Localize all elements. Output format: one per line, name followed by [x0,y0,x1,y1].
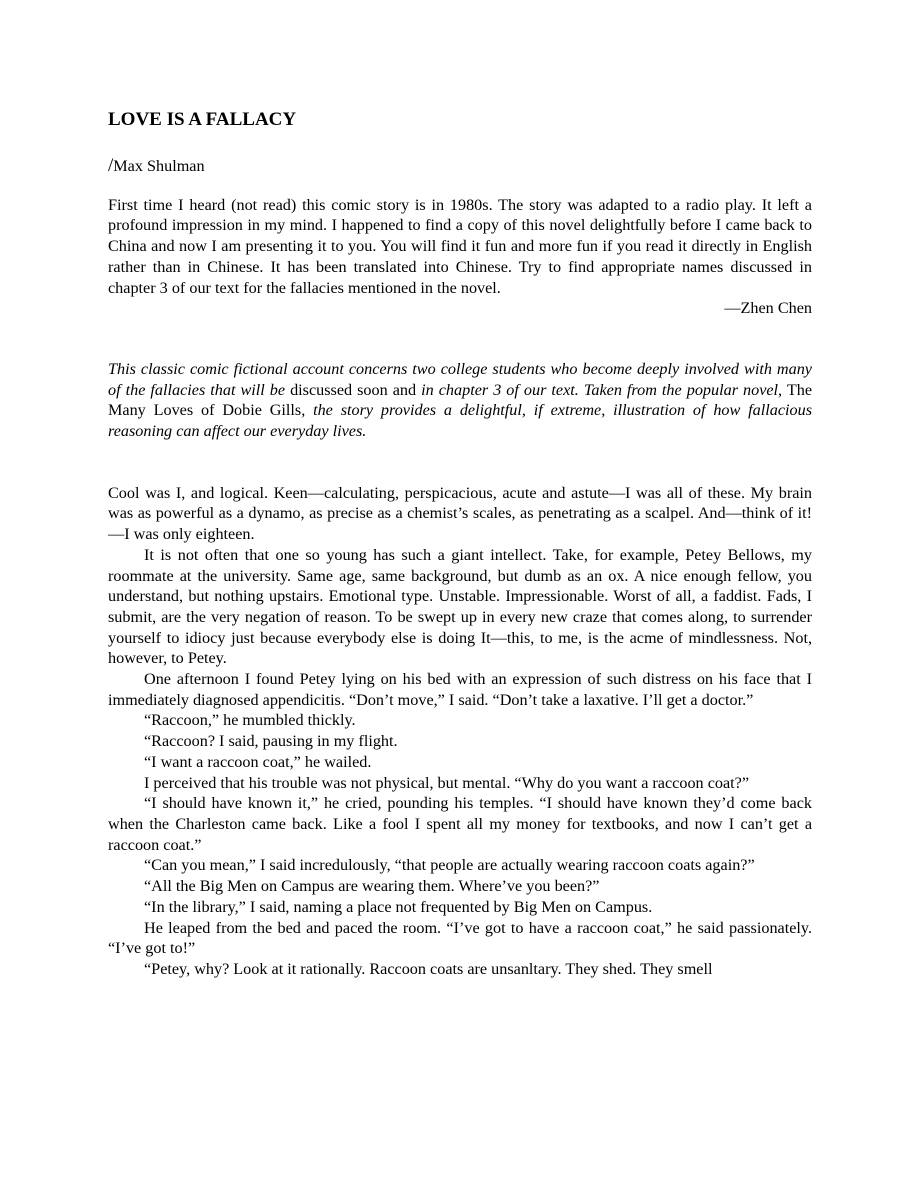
body-paragraph: “I want a raccoon coat,” he wailed. [144,752,372,771]
story-title: LOVE IS A FALLACY [108,109,297,130]
body-paragraph: Cool was I, and logical. Keen—calculating, perspicacious, acute and astute—I was all of these. My brain was as powerful as a dynamo, as precise as a chemist’s scales, as penetrating as a scalpel. And—think of it!—I was only eighteen. [108,483,812,544]
author-slash: / [108,155,114,176]
intro-paragraph [108,359,812,442]
body-paragraph: “All the Big Men on Campus are wearing them. Where’ve you been?” [144,877,600,896]
intro-italic-3: the story provides a delightful, if extreme, illustration of how fallacious reasoning can affect our everyday lives. [108,401,812,441]
body-paragraph: “Raccoon,” he mumbled thickly. [144,711,356,730]
author-line [108,156,812,177]
intro-italic-1: This classic comic fictional account concerns two college students who become deeply involved with many of the fallacies that will be [108,359,812,399]
body-paragraph: “Petey, why? Look at it rationally. Raccoon coats are unsanltary. They shed. They smell [144,959,713,978]
intro-italic-2: in chapter 3 of our text. Taken from the popular novel, [421,380,783,399]
preface-signature: —Zhen Chen [724,299,812,318]
preface-paragraph: First time I heard (not read) this comic story is in 1980s. The story was adapted to a radio play. It left a profound impression in my mind. I happened to find a copy of this novel delightfully before I came back to China and now I am presenting it to you. You will find it fun and more fun if you read it directly in English rather than in Chinese. It has been translated into Chinese. Try to find appropriate names discussed in chapter 3 of our text for the fallacies mentioned in the novel. [108,195,812,297]
body-paragraph: One afternoon I found Petey lying on his bed with an expression of such distress on his face that I immediately diagnosed appendicitis. “Don’t move,” I said. “Don’t take a laxative. I’ll get a doctor.” [108,670,812,709]
body-paragraph: It is not often that one so young has such a giant intellect. Take, for example, Petey Bellows, my roommate at the university. Same age, same background, but dumb as an ox. A nice enough fellow, you understand, but nothing upstairs. Emotional type. Unstable. Impressionable. Worst of all, a faddist. Fads, I submit, are the very negation of reason. To be swept up in every new craze that comes along, to surrender yourself to idiocy just because everybody else is doing It—this, to me, is the acme of mindlessness. Not, however, to Petey. [108,545,812,668]
body-paragraph: “Raccoon? I said, pausing in my flight. [144,732,398,751]
story-body [108,483,812,980]
body-paragraph: He leaped from the bed and paced the room. “I’ve got to have a raccoon coat,” he said passionately. “I’ve got to!” [108,918,812,958]
body-paragraph: I perceived that his trouble was not physical, but mental. “Why do you want a raccoon coat?” [144,773,750,792]
body-paragraph: “In the library,” I said, naming a place not frequented by Big Men on Campus. [144,897,653,916]
document-page [108,108,812,980]
intro-book-title: The Many Loves of Dobie Gills, [108,380,812,420]
intro-roman-1: discussed soon and [285,380,422,399]
author-name: Max Shulman [113,157,205,175]
body-paragraph: “Can you mean,” I said incredulously, “that people are actually wearing raccoon coats again?” [144,856,755,875]
body-paragraph: “I should have known it,” he cried, pounding his temples. “I should have known they’d come back when the Charleston came back. Like a fool I spent all my money for textbooks, and now I can’t get a raccoon coat.” [108,794,812,854]
